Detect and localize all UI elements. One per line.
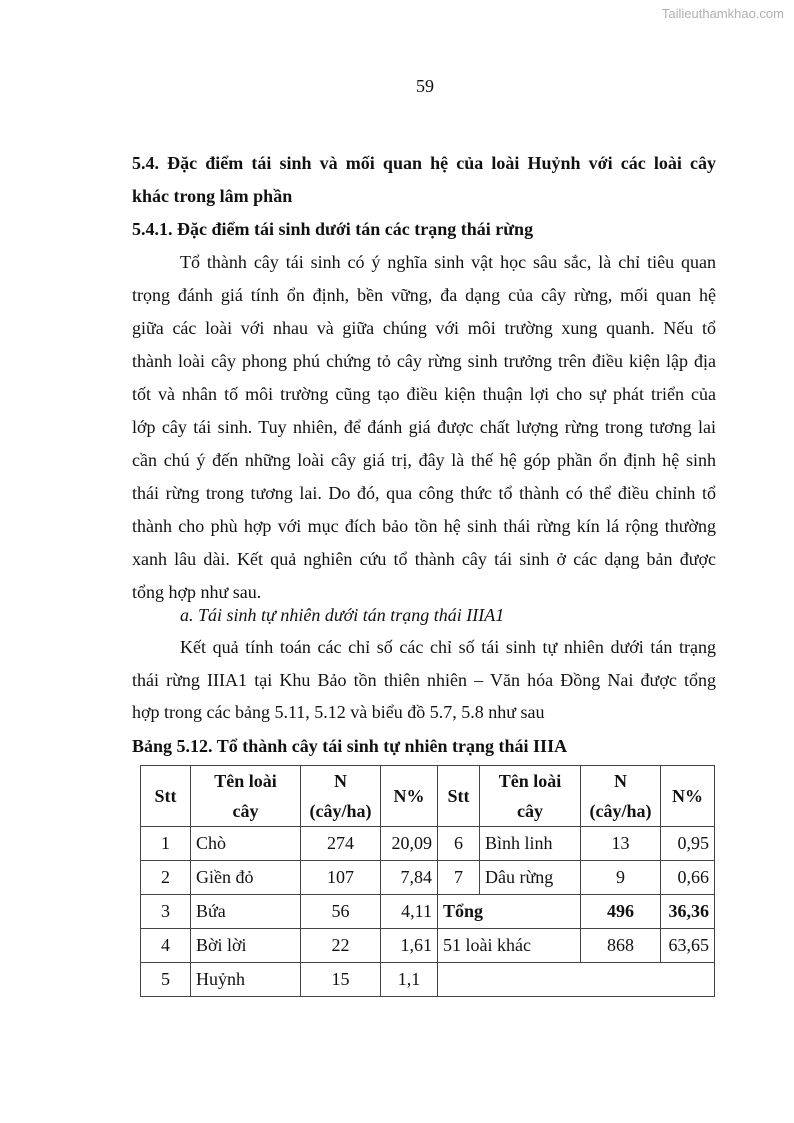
header-n: N (cây/ha)	[301, 766, 381, 827]
section-heading: 5.4. Đặc điểm tái sinh và mối quan hệ của loài Huỷnh với các loài cây	[132, 153, 716, 173]
cell-stt: 7	[438, 861, 480, 895]
header-n: N (cây/ha)	[581, 766, 661, 827]
cell-n: 15	[301, 963, 381, 997]
paragraph-line: trọng đánh giá tính ổn định, bền vững, đa dạng của cây rừng, mối quan hệ	[132, 285, 716, 305]
header-pct: N%	[381, 766, 438, 827]
paragraph-line: thái rừng IIIA1 tại Khu Bảo tồn thiên nhiên – Văn hóa Đồng Nai được tổng	[132, 670, 716, 690]
cell-stt: 5	[141, 963, 191, 997]
cell-name: Bình linh	[480, 827, 581, 861]
cell-total-label: Tổng	[438, 895, 581, 929]
cell-stt: 6	[438, 827, 480, 861]
cell-n: 274	[301, 827, 381, 861]
cell-name: Huỷnh	[191, 963, 301, 997]
cell-stt: 3	[141, 895, 191, 929]
species-composition-table	[140, 765, 715, 997]
table-row	[141, 929, 715, 963]
cell-total-pct: 36,36	[661, 895, 715, 929]
table-header-row	[141, 766, 715, 827]
cell-pct: 7,84	[381, 861, 438, 895]
paragraph-line: tổng hợp như sau.	[132, 582, 262, 602]
header-pct: N%	[661, 766, 715, 827]
paragraph-line: Tổ thành cây tái sinh có ý nghĩa sinh vật học sâu sắc, là chỉ tiêu quan	[180, 252, 716, 272]
table-row	[141, 861, 715, 895]
cell-name: Bứa	[191, 895, 301, 929]
cell-stt: 1	[141, 827, 191, 861]
header-stt: Stt	[141, 766, 191, 827]
empty-cell	[438, 963, 715, 997]
paragraph-line: lớp cây tái sinh. Tuy nhiên, để đánh giá được chất lượng rừng trong tương lai	[132, 417, 716, 437]
section-heading-cont: khác trong lâm phần	[132, 186, 293, 206]
paragraph-line: giữa các loài với nhau và giữa chúng với môi trường xung quanh. Nếu tổ	[132, 318, 716, 338]
cell-pct: 4,11	[381, 895, 438, 929]
cell-pct: 1,1	[381, 963, 438, 997]
cell-n: 107	[301, 861, 381, 895]
paragraph-line: cần chú ý đến những loài cây giá trị, đây là thế hệ góp phần ổn định hệ sinh	[132, 450, 716, 470]
paragraph-line: thành cho phù hợp với mục đích bảo tồn hệ sinh thái rừng kín lá rộng thường	[132, 516, 716, 536]
table-row	[141, 895, 715, 929]
cell-n: 22	[301, 929, 381, 963]
cell-n: 9	[581, 861, 661, 895]
cell-name: Giền đỏ	[191, 861, 301, 895]
header-name: Tên loài cây	[191, 766, 301, 827]
cell-n: 13	[581, 827, 661, 861]
header-name: Tên loài cây	[480, 766, 581, 827]
cell-name: Bời lời	[191, 929, 301, 963]
table-row	[141, 963, 715, 997]
cell-total-n: 496	[581, 895, 661, 929]
cell-pct: 1,61	[381, 929, 438, 963]
watermark: Tailieuthamkhao.com	[661, 6, 784, 21]
paragraph-line: thành loài cây phong phú chứng tỏ cây rừng sinh trưởng trên điều kiện lập địa	[132, 351, 716, 371]
cell-other-label: 51 loài khác	[438, 929, 581, 963]
cell-n: 56	[301, 895, 381, 929]
cell-name: Dâu rừng	[480, 861, 581, 895]
paragraph-line: tốt và nhân tố môi trường cũng tạo điều kiện thuận lợi cho sự phát triển của	[132, 384, 716, 404]
table-caption: Bảng 5.12. Tổ thành cây tái sinh tự nhiên trạng thái IIIA	[132, 736, 568, 756]
italic-subheading: a. Tái sinh tự nhiên dưới tán trạng thái IIIA1	[180, 605, 505, 625]
cell-pct: 0,66	[661, 861, 715, 895]
subsection-heading: 5.4.1. Đặc điểm tái sinh dưới tán các trạng thái rừng	[132, 219, 534, 239]
cell-name: Chò	[191, 827, 301, 861]
paragraph-line: thái rừng trong tương lai. Do đó, qua công thức tổ thành có thể điều chỉnh tổ	[132, 483, 716, 503]
header-stt: Stt	[438, 766, 480, 827]
table-row	[141, 827, 715, 861]
cell-stt: 2	[141, 861, 191, 895]
cell-stt: 4	[141, 929, 191, 963]
paragraph-line: xanh lâu dài. Kết quả nghiên cứu tổ thành cây tái sinh ở các dạng bản được	[132, 549, 716, 569]
cell-pct: 20,09	[381, 827, 438, 861]
paragraph-line: Kết quả tính toán các chỉ số các chỉ số tái sinh tự nhiên dưới tán trạng	[180, 637, 716, 657]
cell-pct: 0,95	[661, 827, 715, 861]
paragraph-line: hợp trong các bảng 5.11, 5.12 và biểu đồ 5.7, 5.8 như sau	[132, 702, 545, 722]
page-number: 59	[416, 76, 434, 96]
cell-other-n: 868	[581, 929, 661, 963]
cell-other-pct: 63,65	[661, 929, 715, 963]
